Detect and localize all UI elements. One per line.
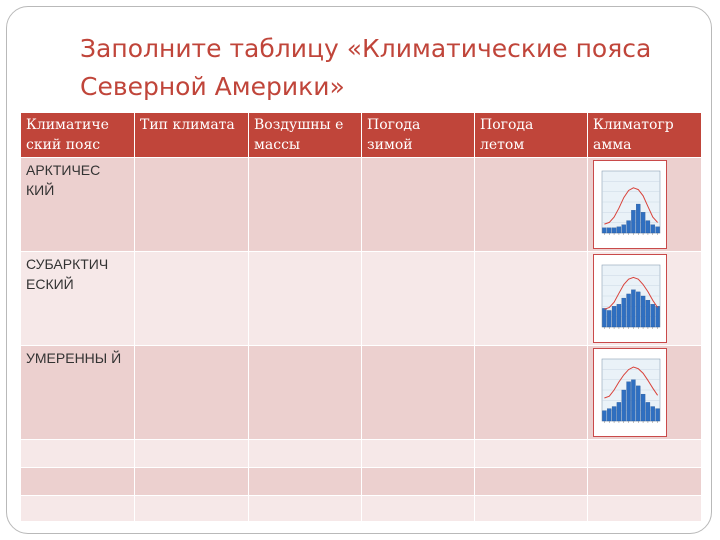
- table-cell[interactable]: [588, 468, 702, 496]
- climatogram-temperate: [593, 348, 667, 437]
- precipitation-bar: [627, 382, 631, 421]
- precipitation-bar: [622, 390, 626, 421]
- table-cell[interactable]: [475, 468, 588, 496]
- cell-climate-type[interactable]: [135, 252, 249, 346]
- header-climate-type: Тип климата: [135, 113, 249, 158]
- precipitation-bar: [646, 402, 650, 421]
- precipitation-bar: [612, 228, 616, 233]
- cell-air-masses[interactable]: [249, 252, 362, 346]
- climatogram-chart: [594, 255, 666, 337]
- precipitation-bar: [641, 394, 645, 421]
- precipitation-bar: [636, 386, 640, 421]
- precipitation-bar: [617, 227, 621, 233]
- precipitation-bar: [656, 409, 660, 421]
- table-cell[interactable]: [475, 496, 588, 522]
- precipitation-bar: [612, 407, 616, 421]
- slide-title: Заполните таблицу «Климатические пояса Северной Америки»: [80, 34, 652, 101]
- table-row: [21, 158, 702, 252]
- table-row: [21, 252, 702, 346]
- cell-climatogram: [588, 252, 702, 346]
- table-cell[interactable]: [588, 440, 702, 468]
- table-header-row: [21, 113, 702, 158]
- table-row: [21, 468, 702, 496]
- climatogram-chart: [594, 161, 666, 243]
- table-cell[interactable]: [362, 496, 475, 522]
- climatogram-chart: [594, 349, 666, 431]
- precipitation-bar: [646, 300, 650, 327]
- table-row: [21, 346, 702, 440]
- table-cell[interactable]: [249, 468, 362, 496]
- cell-summer-weather[interactable]: [475, 252, 588, 346]
- precipitation-bar: [627, 294, 631, 327]
- precipitation-bar: [656, 306, 660, 327]
- precipitation-bar: [631, 290, 635, 327]
- precipitation-bar: [602, 411, 606, 421]
- precipitation-bar: [651, 407, 655, 421]
- header-air-masses: Воздушны е массы: [249, 113, 362, 158]
- table-cell[interactable]: [135, 468, 249, 496]
- cell-winter-weather[interactable]: [362, 158, 475, 252]
- precipitation-bar: [607, 310, 611, 327]
- table-cell[interactable]: [362, 468, 475, 496]
- precipitation-bar: [622, 225, 626, 233]
- cell-air-masses[interactable]: [249, 158, 362, 252]
- precipitation-bar: [631, 210, 635, 233]
- climate-table: [20, 112, 702, 522]
- cell-air-masses[interactable]: [249, 346, 362, 440]
- table-row: [21, 440, 702, 468]
- precipitation-bar: [627, 221, 631, 233]
- table-cell[interactable]: [249, 440, 362, 468]
- cell-summer-weather[interactable]: [475, 158, 588, 252]
- precipitation-bar: [602, 228, 606, 233]
- precipitation-bar: [622, 298, 626, 327]
- precipitation-bar: [607, 409, 611, 421]
- precipitation-bar: [656, 227, 660, 233]
- cell-summer-weather[interactable]: [475, 346, 588, 440]
- precipitation-bar: [612, 306, 616, 327]
- table-cell[interactable]: [21, 496, 135, 522]
- precipitation-bar: [641, 296, 645, 327]
- precipitation-bar: [617, 402, 621, 421]
- cell-climatogram: [588, 346, 702, 440]
- table-cell[interactable]: [21, 440, 135, 468]
- header-summer-weather: Погода летом: [475, 113, 588, 158]
- zone-arctic: АРКТИЧЕС КИЙ: [21, 158, 135, 252]
- header-winter-weather: Погода зимой: [362, 113, 475, 158]
- zone-temperate: УМЕРЕННЫ Й: [21, 346, 135, 440]
- precipitation-bar: [646, 221, 650, 233]
- precipitation-bar: [636, 292, 640, 327]
- precipitation-bar: [607, 228, 611, 233]
- table-cell[interactable]: [249, 496, 362, 522]
- zone-subarctic: СУБАРКТИЧ ЕСКИЙ: [21, 252, 135, 346]
- climatogram-subarctic: [593, 254, 667, 343]
- precipitation-bar: [636, 204, 640, 233]
- header-climatogram: Климатогр амма: [588, 113, 702, 158]
- precipitation-bar: [651, 225, 655, 233]
- precipitation-bar: [602, 308, 606, 327]
- climatogram-arctic: [593, 160, 667, 249]
- table-cell[interactable]: [475, 440, 588, 468]
- precipitation-bar: [641, 212, 645, 233]
- table-cell[interactable]: [362, 440, 475, 468]
- table-cell[interactable]: [135, 496, 249, 522]
- cell-climate-type[interactable]: [135, 346, 249, 440]
- cell-winter-weather[interactable]: [362, 252, 475, 346]
- table-cell[interactable]: [135, 440, 249, 468]
- precipitation-bar: [631, 380, 635, 421]
- cell-winter-weather[interactable]: [362, 346, 475, 440]
- table-row: [21, 496, 702, 522]
- table-cell[interactable]: [588, 496, 702, 522]
- cell-climatogram: [588, 158, 702, 252]
- precipitation-bar: [617, 304, 621, 327]
- precipitation-bar: [651, 304, 655, 327]
- header-climate-zone: Климатиче ский пояс: [21, 113, 135, 158]
- table-cell[interactable]: [21, 468, 135, 496]
- cell-climate-type[interactable]: [135, 158, 249, 252]
